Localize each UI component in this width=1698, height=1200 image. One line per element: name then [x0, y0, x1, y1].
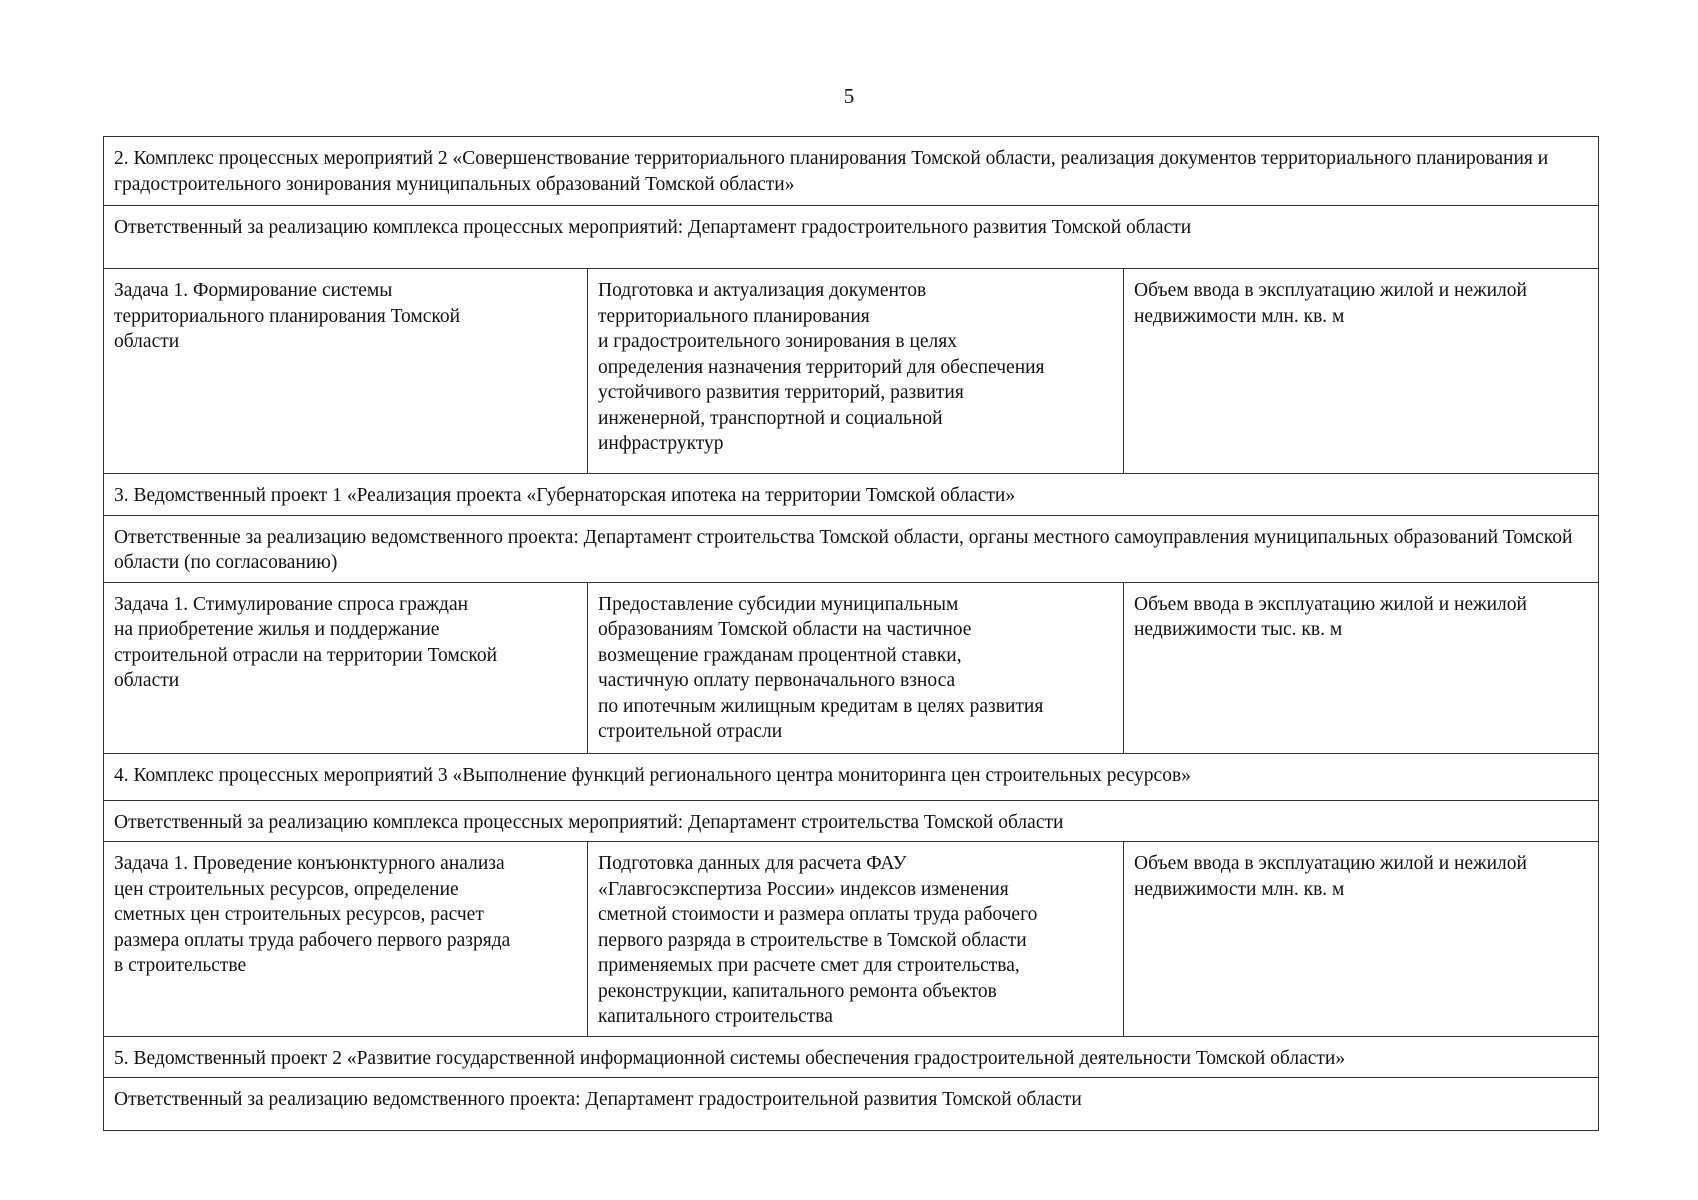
- responsible-row: [104, 800, 1599, 842]
- section-row: [104, 1036, 1599, 1078]
- responsible-row: [104, 1078, 1599, 1131]
- indicator-cell: Объем ввода в эксплуатацию жилой и нежилой недвижимости млн. кв. м: [1124, 842, 1599, 1037]
- task-cell: Задача 1. Проведение конъюнктурного анализа цен строительных ресурсов, определение сметных цен строительных ресурсов, расчет размера оплаты труда рабочего первого разряда в строительстве: [104, 842, 588, 1037]
- section-row: [104, 474, 1599, 516]
- description-cell: Подготовка данных для расчета ФАУ «Главгосэкспертиза России» индексов изменения сметной стоимости и размера оплаты труда рабочего первого разряда в строительстве в Томской области применяемых при расчете смет для строительства, реконструкции, капитального ремонта объектов капитального строительства: [588, 842, 1124, 1037]
- section-title: 2. Комплекс процессных мероприятий 2 «Совершенствование территориального планирования Томской области, реализация документов территориального планирования и градостроительного зонирования муниципальных образований Томской области»: [104, 137, 1599, 206]
- description-cell: Подготовка и актуализация документов территориального планирования и градостроительного зонирования в целях определения назначения территорий для обеспечения устойчивого развития территорий, развития инженерной, транспортной и социальной инфраструктур: [588, 269, 1124, 474]
- task-cell: Задача 1. Формирование системы территориального планирования Томской области: [104, 269, 588, 474]
- indicator-cell: Объем ввода в эксплуатацию жилой и нежилой недвижимости млн. кв. м: [1124, 269, 1599, 474]
- task-row: [104, 269, 1599, 474]
- responsible-text: Ответственный за реализацию комплекса процессных мероприятий: Департамент градостроительного развития Томской области: [104, 206, 1599, 269]
- task-row: [104, 582, 1599, 753]
- section-row: [104, 137, 1599, 206]
- indicator-cell: Объем ввода в эксплуатацию жилой и нежилой недвижимости тыс. кв. м: [1124, 582, 1599, 753]
- responsible-row: [104, 206, 1599, 269]
- program-structure-table: [103, 136, 1599, 1131]
- task-cell: Задача 1. Стимулирование спроса граждан на приобретение жилья и поддержание строительной отрасли на территории Томской области: [104, 582, 588, 753]
- section-title: 3. Ведомственный проект 1 «Реализация проекта «Губернаторская ипотека на территории Томской области»: [104, 474, 1599, 516]
- section-title: 5. Ведомственный проект 2 «Развитие государственной информационной системы обеспечения градостроительной деятельности Томской области»: [104, 1036, 1599, 1078]
- responsible-text: Ответственные за реализацию ведомственного проекта: Департамент строительства Томской области, органы местного самоуправления муниципальных образований Томской области (по согласованию): [104, 515, 1599, 582]
- section-title: 4. Комплекс процессных мероприятий 3 «Выполнение функций регионального центра мониторинга цен строительных ресурсов»: [104, 753, 1599, 800]
- page-number: 5: [843, 84, 855, 108]
- responsible-text: Ответственный за реализацию ведомственного проекта: Департамент градостроительной развития Томской области: [104, 1078, 1599, 1131]
- task-row: [104, 842, 1599, 1037]
- responsible-text: Ответственный за реализацию комплекса процессных мероприятий: Департамент строительства Томской области: [104, 800, 1599, 842]
- description-cell: Предоставление субсидии муниципальным образованиям Томской области на частичное возмещение гражданам процентной ставки, частичную оплату первоначального взноса по ипотечным жилищным кредитам в целях развития строительной отрасли: [588, 582, 1124, 753]
- section-row: [104, 753, 1599, 800]
- responsible-row: [104, 515, 1599, 582]
